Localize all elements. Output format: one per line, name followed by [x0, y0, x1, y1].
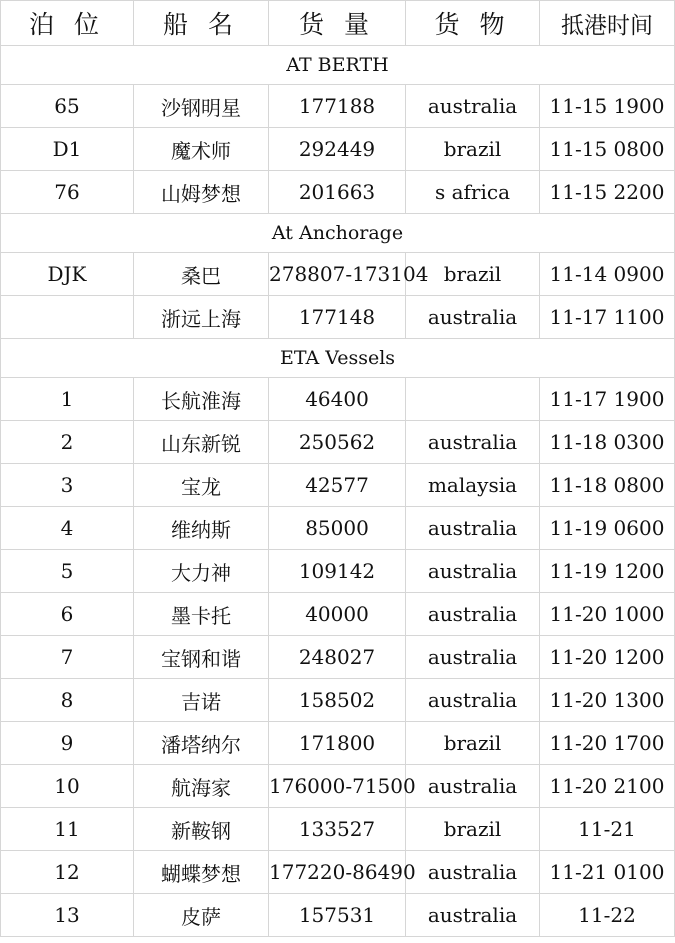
quantity-cell: 278807-173104 — [269, 253, 406, 296]
ship-name-cell: 航海家 — [134, 765, 269, 808]
quantity-cell: 171800 — [269, 722, 406, 765]
cargo-cell: malaysia — [406, 464, 540, 507]
header-ship-name: 船 名 — [134, 1, 269, 46]
berth-cell: D1 — [1, 128, 134, 171]
table-row — [1, 507, 675, 550]
arrival-time-cell: 11-15 0800 — [540, 128, 675, 171]
section-title: AT BERTH — [1, 46, 675, 85]
quantity-cell: 177220-86490 — [269, 851, 406, 894]
cargo-cell: australia — [406, 507, 540, 550]
table-row — [1, 253, 675, 296]
berth-cell: 76 — [1, 171, 134, 214]
ship-name-cell: 墨卡托 — [134, 593, 269, 636]
berth-cell: 12 — [1, 851, 134, 894]
cargo-cell: australia — [406, 593, 540, 636]
arrival-time-cell: 11-14 0900 — [540, 253, 675, 296]
berth-cell — [1, 296, 134, 339]
quantity-cell: 176000-71500 — [269, 765, 406, 808]
header-row — [1, 1, 675, 46]
header-arrival-time: 抵港时间 — [540, 1, 675, 46]
quantity-cell: 248027 — [269, 636, 406, 679]
arrival-time-cell: 11-19 0600 — [540, 507, 675, 550]
table-row — [1, 421, 675, 464]
ship-name-cell: 吉诺 — [134, 679, 269, 722]
berth-cell: 7 — [1, 636, 134, 679]
quantity-cell: 157531 — [269, 894, 406, 937]
arrival-time-cell: 11-17 1100 — [540, 296, 675, 339]
arrival-time-cell: 11-21 0100 — [540, 851, 675, 894]
arrival-time-cell: 11-17 1900 — [540, 378, 675, 421]
berth-cell: DJK — [1, 253, 134, 296]
table-row — [1, 378, 675, 421]
arrival-time-cell: 11-15 2200 — [540, 171, 675, 214]
berth-cell: 3 — [1, 464, 134, 507]
quantity-cell: 158502 — [269, 679, 406, 722]
ship-name-cell: 浙远上海 — [134, 296, 269, 339]
section-title: ETA Vessels — [1, 339, 675, 378]
ship-name-cell: 长航淮海 — [134, 378, 269, 421]
ship-name-cell: 宝龙 — [134, 464, 269, 507]
ship-name-cell: 山姆梦想 — [134, 171, 269, 214]
table-row — [1, 128, 675, 171]
ship-name-cell: 潘塔纳尔 — [134, 722, 269, 765]
ship-name-cell: 沙钢明星 — [134, 85, 269, 128]
ship-name-cell: 皮萨 — [134, 894, 269, 937]
table-row — [1, 808, 675, 851]
table-row — [1, 171, 675, 214]
ship-name-cell: 蝴蝶梦想 — [134, 851, 269, 894]
ship-name-cell: 山东新锐 — [134, 421, 269, 464]
cargo-cell: australia — [406, 894, 540, 937]
cargo-cell: australia — [406, 296, 540, 339]
table-row — [1, 851, 675, 894]
arrival-time-cell: 11-22 — [540, 894, 675, 937]
cargo-cell: australia — [406, 636, 540, 679]
berth-cell: 1 — [1, 378, 134, 421]
cargo-cell: australia — [406, 851, 540, 894]
ship-name-cell: 魔术师 — [134, 128, 269, 171]
arrival-time-cell: 11-18 0800 — [540, 464, 675, 507]
berth-cell: 13 — [1, 894, 134, 937]
table-row — [1, 765, 675, 808]
section-header-row — [1, 46, 675, 85]
arrival-time-cell: 11-20 1000 — [540, 593, 675, 636]
arrival-time-cell: 11-18 0300 — [540, 421, 675, 464]
header-cargo: 货 物 — [406, 1, 540, 46]
berth-cell: 8 — [1, 679, 134, 722]
header-berth: 泊 位 — [1, 1, 134, 46]
table-row — [1, 464, 675, 507]
ship-name-cell: 新鞍钢 — [134, 808, 269, 851]
arrival-time-cell: 11-20 1300 — [540, 679, 675, 722]
berth-cell: 6 — [1, 593, 134, 636]
section-header-row — [1, 339, 675, 378]
quantity-cell: 292449 — [269, 128, 406, 171]
arrival-time-cell: 11-20 1700 — [540, 722, 675, 765]
quantity-cell: 40000 — [269, 593, 406, 636]
quantity-cell: 109142 — [269, 550, 406, 593]
section-title: At Anchorage — [1, 214, 675, 253]
header-quantity: 货 量 — [269, 1, 406, 46]
cargo-cell: australia — [406, 421, 540, 464]
cargo-cell — [406, 378, 540, 421]
table-body — [1, 46, 675, 937]
berth-cell: 4 — [1, 507, 134, 550]
cargo-cell: australia — [406, 550, 540, 593]
cargo-cell: brazil — [406, 253, 540, 296]
ship-name-cell: 大力神 — [134, 550, 269, 593]
quantity-cell: 46400 — [269, 378, 406, 421]
cargo-cell: australia — [406, 765, 540, 808]
table-row — [1, 722, 675, 765]
cargo-cell: brazil — [406, 722, 540, 765]
quantity-cell: 177148 — [269, 296, 406, 339]
table-row — [1, 593, 675, 636]
table-row — [1, 636, 675, 679]
table-row — [1, 85, 675, 128]
cargo-cell: brazil — [406, 808, 540, 851]
ship-name-cell: 桑巴 — [134, 253, 269, 296]
berth-cell: 9 — [1, 722, 134, 765]
berth-cell: 10 — [1, 765, 134, 808]
cargo-cell: s africa — [406, 171, 540, 214]
table-row — [1, 679, 675, 722]
ship-name-cell: 维纳斯 — [134, 507, 269, 550]
table-row — [1, 894, 675, 937]
berth-cell: 2 — [1, 421, 134, 464]
table-row — [1, 550, 675, 593]
cargo-cell: australia — [406, 679, 540, 722]
table-row — [1, 296, 675, 339]
quantity-cell: 250562 — [269, 421, 406, 464]
arrival-time-cell: 11-21 — [540, 808, 675, 851]
cargo-cell: brazil — [406, 128, 540, 171]
arrival-time-cell: 11-20 1200 — [540, 636, 675, 679]
arrival-time-cell: 11-19 1200 — [540, 550, 675, 593]
quantity-cell: 42577 — [269, 464, 406, 507]
quantity-cell: 201663 — [269, 171, 406, 214]
ship-name-cell: 宝钢和谐 — [134, 636, 269, 679]
arrival-time-cell: 11-15 1900 — [540, 85, 675, 128]
berth-cell: 11 — [1, 808, 134, 851]
quantity-cell: 85000 — [269, 507, 406, 550]
berth-cell: 5 — [1, 550, 134, 593]
quantity-cell: 133527 — [269, 808, 406, 851]
section-header-row — [1, 214, 675, 253]
quantity-cell: 177188 — [269, 85, 406, 128]
cargo-cell: australia — [406, 85, 540, 128]
berth-cell: 65 — [1, 85, 134, 128]
arrival-time-cell: 11-20 2100 — [540, 765, 675, 808]
